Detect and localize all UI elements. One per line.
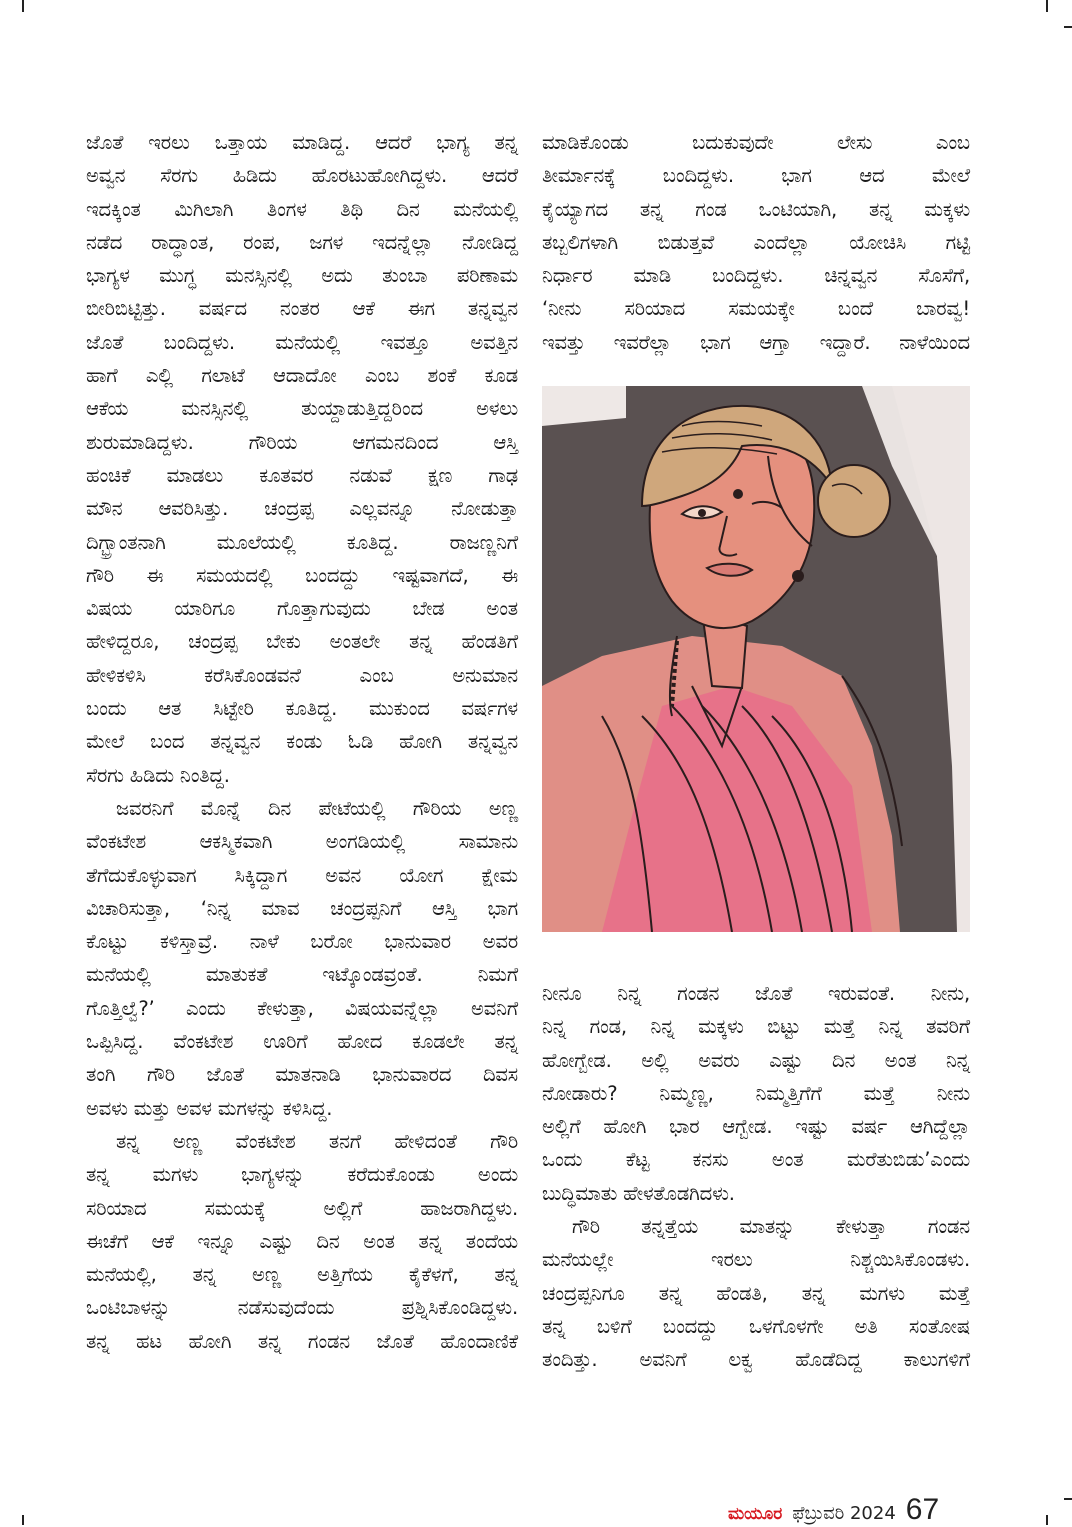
text-line: ನೋಡಾರು? ನಿಮ್ಮಣ್ಣ, ನಿಮ್ಮತ್ತಿಗೆಗೆ ಮತ್ತೆ ನೀನು bbox=[542, 1081, 970, 1105]
text-line: ಬುದ್ಧಿಮಾತು ಹೇಳತೊಡಗಿದಳು. bbox=[542, 1181, 735, 1205]
text-line: ತನ್ನ ಹಟ ಹೋಗಿ ತನ್ನ ಗಂಡನ ಜೊತೆ ಹೊಂದಾಣಿಕೆ bbox=[86, 1329, 518, 1353]
crop-mark-bottom-left bbox=[22, 1515, 24, 1525]
text-line: ನೀನೂ ನಿನ್ನ ಗಂಡನ ಜೊತೆ ಇರುವಂತೆ. ನೀನು, bbox=[542, 982, 970, 1005]
text-line: ಹೇಳಿದ್ದರೂ, ಚಂದ್ರಪ್ಪ ಬೇಕು ಅಂತಲೇ ತನ್ನ ಹೆಂಡತಿಗೆ bbox=[86, 630, 518, 654]
text-line: ಕೊಟ್ಟು ಕಳಿಸ್ತಾವ್ರೆ. ನಾಳೆ ಬರೋ ಭಾನುವಾರ ಅವರ bbox=[86, 930, 518, 954]
text-line: ಒಪ್ಪಿಸಿದ್ದ. ವೆಂಕಟೇಶ ಊರಿಗೆ ಹೋದ ಕೂಡಲೇ ತನ್ನ bbox=[86, 1030, 518, 1054]
text-line: ಜವರನಿಗೆ ಮೊನ್ನೆ ದಿನ ಪೇಟೆಯಲ್ಲಿ ಗೌರಿಯ ಅಣ್ಣ bbox=[116, 796, 518, 820]
text-line: ತಬ್ಬಲಿಗಳಾಗಿ ಬಿಡುತ್ತವೆ ಎಂದೆಲ್ಲಾ ಯೋಚಿಸಿ ಗಟ್ಟಿ bbox=[542, 230, 970, 254]
text-line: ಗೌರಿ ಈ ಸಮಯದಲ್ಲಿ ಬಂದದ್ದು ಇಷ್ಟವಾಗದೆ, ಈ bbox=[86, 563, 518, 587]
text-line: ಮನೆಯಲ್ಲಿ, ತನ್ನ ಅಣ್ಣ ಅತ್ತಿಗೆಯ ಕೈಕೆಳಗೆ, ತನ್ನ bbox=[86, 1263, 518, 1287]
text-line: ನಡೆದ ರಾದ್ಧಾಂತ, ರಂಪ, ಜಗಳ ಇದನ್ನೆಲ್ಲಾ ನೋಡಿದ್ದ bbox=[86, 230, 518, 254]
text-line: ಹೇಳಿಕಳಿಸಿ ಕರೆಸಿಕೊಂಡವನೆ ಎಂಬ ಅನುಮಾನ bbox=[86, 663, 518, 687]
text-line: ಬೀರಿಬಿಟ್ಟಿತ್ತು. ವರ್ಷದ ನಂತರ ಆಕೆ ಈಗ ತನ್ನವ್ವನ bbox=[86, 297, 518, 321]
text-line: ‘ನೀನು ಸರಿಯಾದ ಸಮಯಕ್ಕೇ ಬಂದೆ ಬಾರವ್ವ! bbox=[542, 297, 970, 321]
text-line: ತಂದಿತ್ತು. ಅವನಿಗೆ ಲಕ್ವ ಹೊಡೆದಿದ್ದ ಕಾಲುಗಳಿಗೆ bbox=[542, 1348, 970, 1372]
text-line: ನಿನ್ನ ಗಂಡ, ನಿನ್ನ ಮಕ್ಕಳು ಬಿಟ್ಟು ಮತ್ತೆ ನಿನ್ನ ತವರಿಗೆ bbox=[542, 1015, 970, 1039]
text-line: ಮನೆಯಲ್ಲಿ ಮಾತುಕತೆ ಇಟ್ಕೊಂಡವ್ರಂತೆ. ನಿಮಗೆ bbox=[86, 963, 518, 987]
text-line: ಕೈಯ್ಯಾಗದ ತನ್ನ ಗಂಡ ಒಂಟಿಯಾಗಿ, ತನ್ನ ಮಕ್ಕಳು bbox=[542, 197, 970, 221]
issue-date: ಫೆಬ್ರುವರಿ 2024 bbox=[792, 1503, 896, 1524]
page-footer bbox=[728, 1493, 940, 1526]
text-line: ಅಲ್ಲಿಗೆ ಹೋಗಿ ಭಾರ ಆಗ್ಬೇಡ. ಇಷ್ಟು ವರ್ಷ ಆಗಿದ್ದೆಲ್ಲಾ bbox=[542, 1115, 970, 1139]
crop-mark-right-upper bbox=[1064, 26, 1072, 28]
text-line: ಆಕೆಯ ಮನಸ್ಸಿನಲ್ಲಿ ತುಯ್ದಾಡುತ್ತಿದ್ದರಿಂದ ಅಳಲು bbox=[86, 397, 518, 421]
article-right-column-bottom bbox=[542, 977, 970, 1377]
text-line: ಅವ್ವನ ಸೆರಗು ಹಿಡಿದು ಹೊರಟುಹೋಗಿದ್ದಳು. ಆದರೆ bbox=[86, 164, 518, 188]
text-line: ಭಾಗ್ಯಳ ಮುಗ್ಧ ಮನಸ್ಸಿನಲ್ಲಿ ಅದು ತುಂಬಾ ಪರಿಣಾಮ bbox=[86, 264, 518, 288]
crop-mark-right-lower bbox=[1064, 1498, 1072, 1500]
crop-mark-top-right bbox=[1046, 0, 1048, 12]
text-line: ತನ್ನ ಮಗಳು ಭಾಗ್ಯಳನ್ನು ಕರೆದುಕೊಂಡು ಅಂದು bbox=[86, 1163, 518, 1187]
text-line: ನಿರ್ಧಾರ ಮಾಡಿ ಬಂದಿದ್ದಳು. ಚಿನ್ನವ್ವನ ಸೊಸೆಗೆ, bbox=[542, 264, 970, 288]
text-line: ವಿಚಾರಿಸುತ್ತಾ, ‘ನಿನ್ನ ಮಾವ ಚಂದ್ರಪ್ಪನಿಗೆ ಆಸ್ತಿ ಭಾಗ bbox=[86, 896, 518, 920]
text-line: ಗೌರಿ ತನ್ನತ್ತೆಯ ಮಾತನ್ನು ಕೇಳುತ್ತಾ ಗಂಡನ bbox=[572, 1215, 970, 1239]
text-line: ಇವತ್ತು ಇವರೆಲ್ಲಾ ಭಾಗ ಆಗ್ತಾ ಇದ್ದಾರೆ. ನಾಳೆಯಿಂದ bbox=[542, 330, 970, 354]
text-line: ಹಂಚಿಕೆ ಮಾಡಲು ಕೂತವರ ನಡುವೆ ಕ್ಷಣ ಗಾಢ bbox=[86, 463, 518, 487]
text-line: ಸೆರಗು ಹಿಡಿದು ನಿಂತಿದ್ದ. bbox=[86, 763, 230, 787]
text-line: ಇದಕ್ಕಿಂತ ಮಿಗಿಲಾಗಿ ತಿಂಗಳ ತಿಥಿ ದಿನ ಮನೆಯಲ್ಲಿ bbox=[86, 197, 518, 221]
text-line: ದಿಗ್ಭ್ರಾಂತನಾಗಿ ಮೂಲೆಯಲ್ಲಿ ಕೂತಿದ್ದ. ರಾಜಣ್ಣನಿಗೆ bbox=[86, 530, 518, 554]
text-line: ಹೋಗ್ಬೇಡ. ಅಲ್ಲಿ ಅವರು ಎಷ್ಟು ದಿನ ಅಂತ ನಿನ್ನ bbox=[542, 1048, 970, 1072]
text-line: ಗೊತ್ತಿಲ್ವೆ?’ ಎಂದು ಕೇಳುತ್ತಾ, ವಿಷಯವನ್ನೆಲ್ಲಾ ಅವನಿಗೆ bbox=[86, 996, 518, 1020]
text-line: ಹಾಗೆ ಎಲ್ಲಿ ಗಲಾಟೆ ಆದಾದೋ ಎಂಬ ಶಂಕೆ ಕೂಡ bbox=[86, 364, 518, 388]
woman-in-saree-illustration bbox=[542, 386, 970, 932]
crop-mark-top-left bbox=[22, 0, 24, 12]
text-line: ಈಚೆಗೆ ಆಕೆ ಇನ್ನೂ ಎಷ್ಟು ದಿನ ಅಂತ ತನ್ನ ತಂದೆಯ bbox=[86, 1229, 518, 1253]
text-line: ಒಂಟಿಬಾಳನ್ನು ನಡೆಸುವುದೆಂದು ಪ್ರಶ್ನಿಸಿಕೊಂಡಿದ್ದಳು. bbox=[86, 1296, 518, 1320]
text-line: ತನ್ನ ಅಣ್ಣ ವೆಂಕಟೇಶ ತನಗೆ ಹೇಳಿದಂತೆ ಗೌರಿ bbox=[116, 1129, 518, 1153]
text-line: ಮೌನ ಆವರಿಸಿತ್ತು. ಚಂದ್ರಪ್ಪ ಎಲ್ಲವನ್ನೂ ನೋಡುತ್ತಾ bbox=[86, 497, 518, 521]
text-line: ಮಾಡಿಕೊಂಡು ಬದುಕುವುದೇ ಲೇಸು ಎಂಬ bbox=[542, 131, 970, 154]
text-line: ಅವಳು ಮತ್ತು ಅವಳ ಮಗಳನ್ನು ಕಳಿಸಿದ್ದ. bbox=[86, 1096, 333, 1120]
article-left-column bbox=[86, 126, 518, 1358]
page-number: 67 bbox=[905, 1493, 940, 1526]
text-line: ತಂಗಿ ಗೌರಿ ಜೊತೆ ಮಾತನಾಡಿ ಭಾನುವಾರದ ದಿವಸ bbox=[86, 1063, 518, 1087]
text-line: ತೀರ್ಮಾನಕ್ಕೆ ಬಂದಿದ್ದಳು. ಭಾಗ ಆದ ಮೇಲೆ bbox=[542, 164, 970, 188]
text-line: ಸರಿಯಾದ ಸಮಯಕ್ಕೆ ಅಲ್ಲಿಗೆ ಹಾಜರಾಗಿದ್ದಳು. bbox=[86, 1196, 518, 1220]
text-line: ಮೇಲೆ ಬಂದ ತನ್ನವ್ವನ ಕಂಡು ಓಡಿ ಹೋಗಿ ತನ್ನವ್ವನ bbox=[86, 730, 518, 754]
crop-mark-bottom-right bbox=[1046, 1515, 1048, 1525]
text-line: ಶುರುಮಾಡಿದ್ದಳು. ಗೌರಿಯ ಆಗಮನದಿಂದ ಆಸ್ತಿ bbox=[86, 430, 518, 454]
text-line: ಜೊತೆ ಬಂದಿದ್ದಳು. ಮನೆಯಲ್ಲಿ ಇವತ್ತೂ ಅವತ್ತಿನ bbox=[86, 330, 518, 354]
magazine-brand: ಮಯೂರ bbox=[728, 1504, 783, 1524]
text-line: ತನ್ನ ಬಳಿಗೆ ಬಂದದ್ದು ಒಳಗೊಳಗೇ ಅತಿ ಸಂತೋಷ bbox=[542, 1314, 970, 1338]
article-right-column-top bbox=[542, 126, 970, 359]
text-line: ತೆಗೆದುಕೊಳ್ಳುವಾಗ ಸಿಕ್ಕಿದ್ದಾಗ ಅವನ ಯೋಗ ಕ್ಷೇಮ bbox=[86, 863, 518, 887]
text-line: ಒಂದು ಕೆಟ್ಟ ಕನಸು ಅಂತ ಮರೆತುಬಿಡು’ಎಂದು bbox=[542, 1148, 970, 1172]
text-line: ಬಂದು ಆತ ಸಿಟ್ಟೇರಿ ಕೂತಿದ್ದ. ಮುಕುಂದ ವರ್ಷಗಳ bbox=[86, 697, 518, 721]
text-line: ಜೊತೆ ಇರಲು ಒತ್ತಾಯ ಮಾಡಿದ್ದ. ಆದರೆ ಭಾಗ್ಯ ತನ್ನ bbox=[86, 131, 518, 154]
text-line: ವಿಷಯ ಯಾರಿಗೂ ಗೊತ್ತಾಗುವುದು ಬೇಡ ಅಂತ bbox=[86, 597, 518, 621]
text-line: ವೆಂಕಟೇಶ ಆಕಸ್ಮಿಕವಾಗಿ ಅಂಗಡಿಯಲ್ಲಿ ಸಾಮಾನು bbox=[86, 830, 518, 854]
text-line: ಚಂದ್ರಪ್ಪನಿಗೂ ತನ್ನ ಹೆಂಡತಿ, ತನ್ನ ಮಗಳು ಮತ್ತೆ bbox=[542, 1281, 970, 1305]
text-line: ಮನೆಯಲ್ಲೇ ಇರಲು ನಿಶ್ಚಯಿಸಿಕೊಂಡಳು. bbox=[542, 1248, 970, 1272]
